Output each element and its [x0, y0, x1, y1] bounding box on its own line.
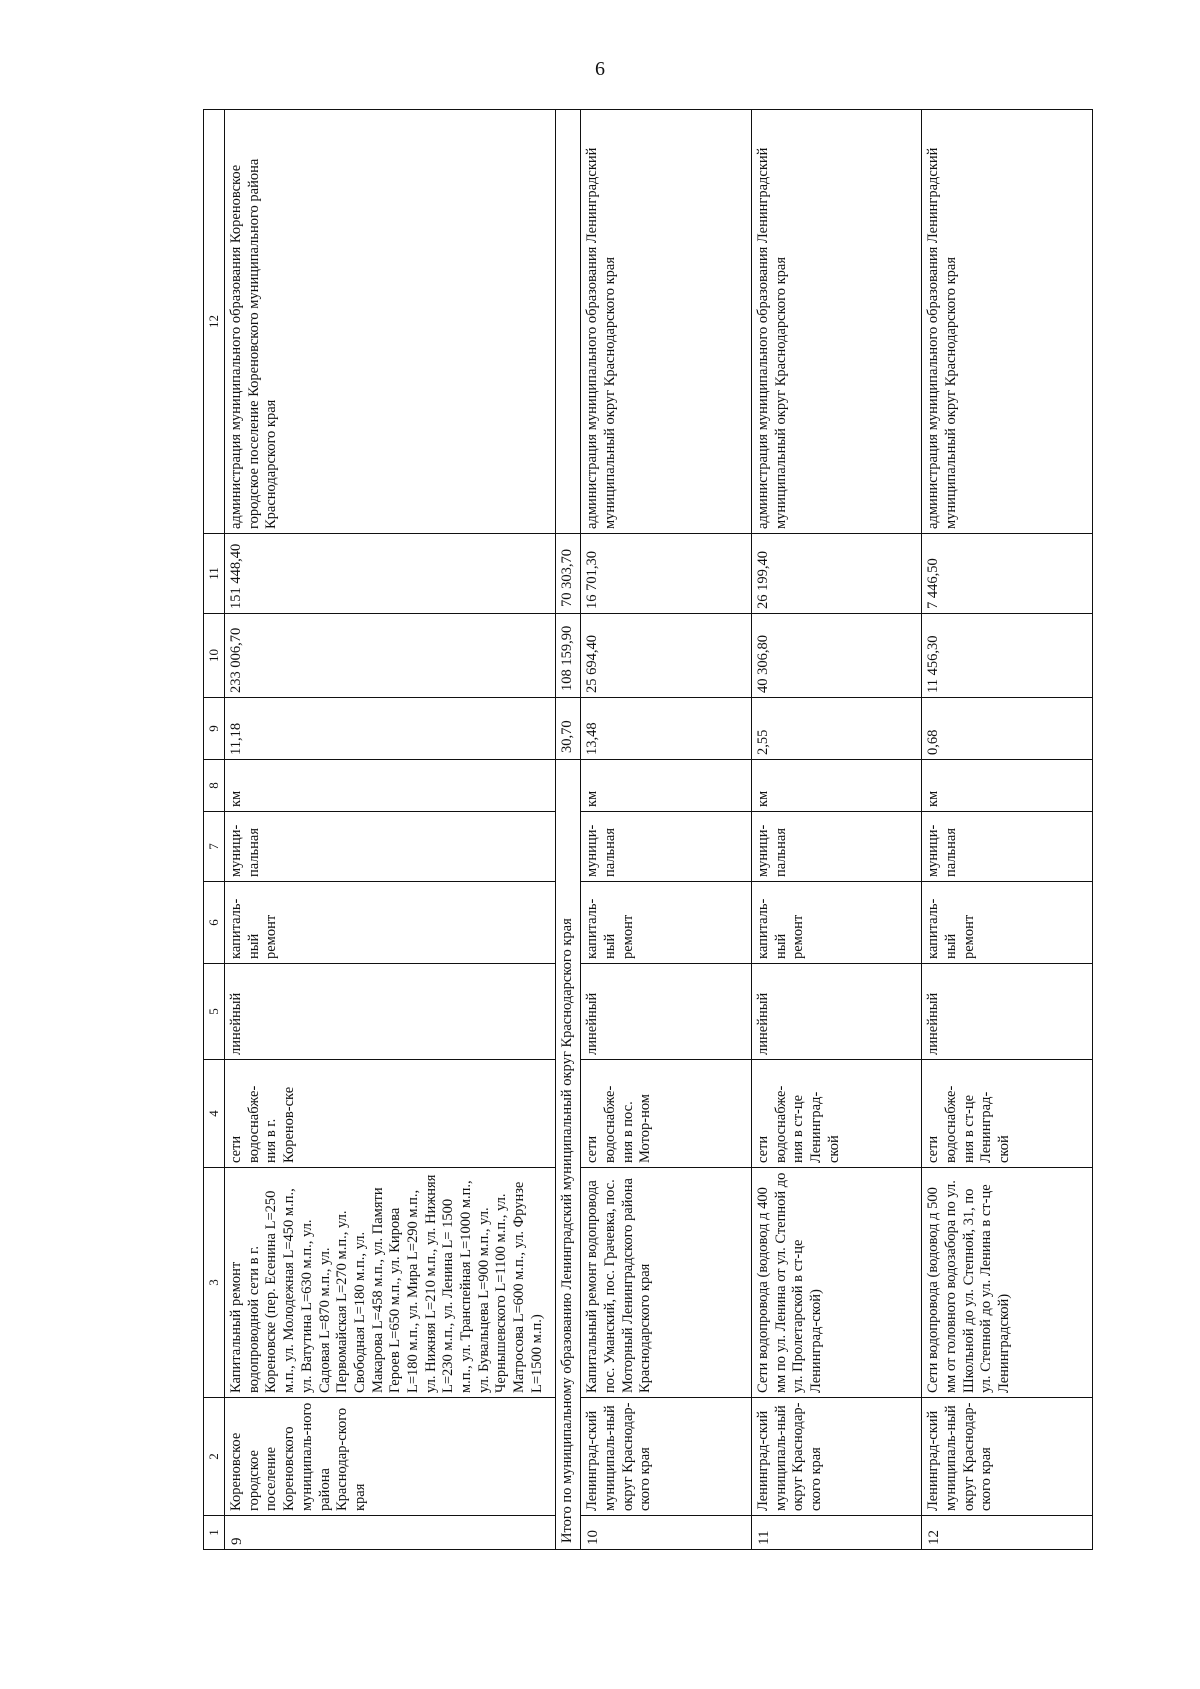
col-num: 7 [204, 812, 225, 882]
cost-cell: 233 006,70 [225, 614, 556, 698]
table-row [581, 110, 752, 1550]
column-number-row [204, 110, 225, 1550]
col-num: 9 [204, 698, 225, 760]
row-number: 9 [225, 1516, 556, 1550]
col-num: 11 [204, 534, 225, 614]
table-container [203, 110, 1093, 1550]
ownership-cell: муници-пальная [581, 812, 752, 882]
total-empty [556, 110, 581, 534]
col-num: 4 [204, 1060, 225, 1168]
qty-cell: 0,68 [922, 698, 1093, 760]
page-number: 6 [595, 58, 605, 80]
cost-cell: 40 306,80 [751, 614, 922, 698]
table-row [225, 110, 556, 1550]
row-number: 11 [751, 1516, 922, 1550]
work-cell: капиталь-ный ремонт [922, 882, 1093, 964]
col-num: 1 [204, 1516, 225, 1550]
row-number: 12 [922, 1516, 1093, 1550]
municipality-cell: Кореновское городское поселение Кореновского муниципаль-ного района Краснодар-ского края [225, 1398, 556, 1516]
description-cell: Капитальный ремонт водопроводной сети в г. Кореновске (пер. Есенина L=250 м.п., ул. Молодежная L=450 м.п., ул. Ватутина L=630 м.п., ул. Садовая L=870 м.п., ул. Первомайская L=270 м.п., ул. Свободная L=180 м.п., ул. Макарова L=458 м.п., ул. Памяти Героев L=650 м.п., ул. Кирова L=180 м.п., ул. Мира L=290 м.п., ул. Нижняя L=210 м.п., ул. Нижняя L=230 м.п., ул. Ленина L= 1500 м.п., ул. Транспейная L=1000 м.п., ул. Бувальцева L=900 м.п., ул. Чернышевского L=1100 м.п., ул. Матросова L=600 м.п., ул. Фрунзе L=1500 м.п.) [225, 1168, 556, 1398]
object-cell: сети водоснабже-ния в ст-це Ленинград-ской [751, 1060, 922, 1168]
work-cell: капиталь-ный ремонт [225, 882, 556, 964]
cost-cell: 25 694,40 [581, 614, 752, 698]
unit-cell: км [751, 760, 922, 812]
municipality-cell: Ленинград-ский муниципаль-ный округ Краснодар-ского края [922, 1398, 1093, 1516]
total-cost: 108 159,90 [556, 614, 581, 698]
col-num: 10 [204, 614, 225, 698]
col-num: 6 [204, 882, 225, 964]
description-cell: Капитальный ремонт водопровода пос. Уманский, пос. Грачевка, пос. Моторный Ленинградского района Краснодарского края [581, 1168, 752, 1398]
object-cell: сети водоснабже-ния в г. Коренов-ске [225, 1060, 556, 1168]
total-funding: 70 303,70 [556, 534, 581, 614]
type-cell: линейный [225, 964, 556, 1060]
type-cell: линейный [922, 964, 1093, 1060]
qty-cell: 2,55 [751, 698, 922, 760]
ownership-cell: муници-пальная [225, 812, 556, 882]
municipality-cell: Ленинград-ский муниципаль-ный округ Краснодар-ского края [751, 1398, 922, 1516]
col-num: 3 [204, 1168, 225, 1398]
qty-cell: 13,48 [581, 698, 752, 760]
work-cell: капиталь-ный ремонт [751, 882, 922, 964]
description-cell: Сети водопровода (водовод д 500 мм от головного водозабора по ул. Школьной до ул. Степной, 31, по ул. Степной до ул. Ленина в ст-це Ленинградской) [922, 1168, 1093, 1398]
ownership-cell: муници-пальная [751, 812, 922, 882]
funding-cell: 26 199,40 [751, 534, 922, 614]
table-row [751, 110, 922, 1550]
municipality-cell: Ленинград-ский муниципаль-ный округ Краснодар-ского края [581, 1398, 752, 1516]
type-cell: линейный [751, 964, 922, 1060]
funding-cell: 151 448,40 [225, 534, 556, 614]
cost-cell: 11 456,30 [922, 614, 1093, 698]
col-num: 12 [204, 110, 225, 534]
col-num: 2 [204, 1398, 225, 1516]
total-row [556, 110, 581, 1550]
qty-cell: 11,18 [225, 698, 556, 760]
total-label: Итого по муниципальному образованию Ленинградский муниципальный округ Краснодарского края [556, 760, 581, 1550]
col-num: 8 [204, 760, 225, 812]
object-cell: сети водоснабже-ния в пос. Мотор-ном [581, 1060, 752, 1168]
funding-cell: 7 446,50 [922, 534, 1093, 614]
funding-cell: 16 701,30 [581, 534, 752, 614]
customer-cell: администрация муниципального образования Кореновское городское поселение Кореновского муниципального района Краснодарского края [225, 110, 556, 534]
customer-cell: администрация муниципального образования Ленинградский муниципальный округ Краснодарского края [922, 110, 1093, 534]
work-cell: капиталь-ный ремонт [581, 882, 752, 964]
rotated-table [203, 110, 1093, 1550]
works-table [203, 109, 1093, 1550]
row-number: 10 [581, 1516, 752, 1550]
table-row [922, 110, 1093, 1550]
unit-cell: км [922, 760, 1093, 812]
customer-cell: администрация муниципального образования Ленинградский муниципальный округ Краснодарского края [751, 110, 922, 534]
unit-cell: км [581, 760, 752, 812]
col-num: 5 [204, 964, 225, 1060]
unit-cell: км [225, 760, 556, 812]
customer-cell: администрация муниципального образования Ленинградский муниципальный округ Краснодарского края [581, 110, 752, 534]
total-qty: 30,70 [556, 698, 581, 760]
type-cell: линейный [581, 964, 752, 1060]
object-cell: сети водоснабже-ния в ст-це Ленинград-ской [922, 1060, 1093, 1168]
description-cell: Сети водопровода (водовод д 400 мм по ул. Ленина от ул. Степной до ул. Пролетарской в ст-це Ленинград-ской) [751, 1168, 922, 1398]
ownership-cell: муници-пальная [922, 812, 1093, 882]
